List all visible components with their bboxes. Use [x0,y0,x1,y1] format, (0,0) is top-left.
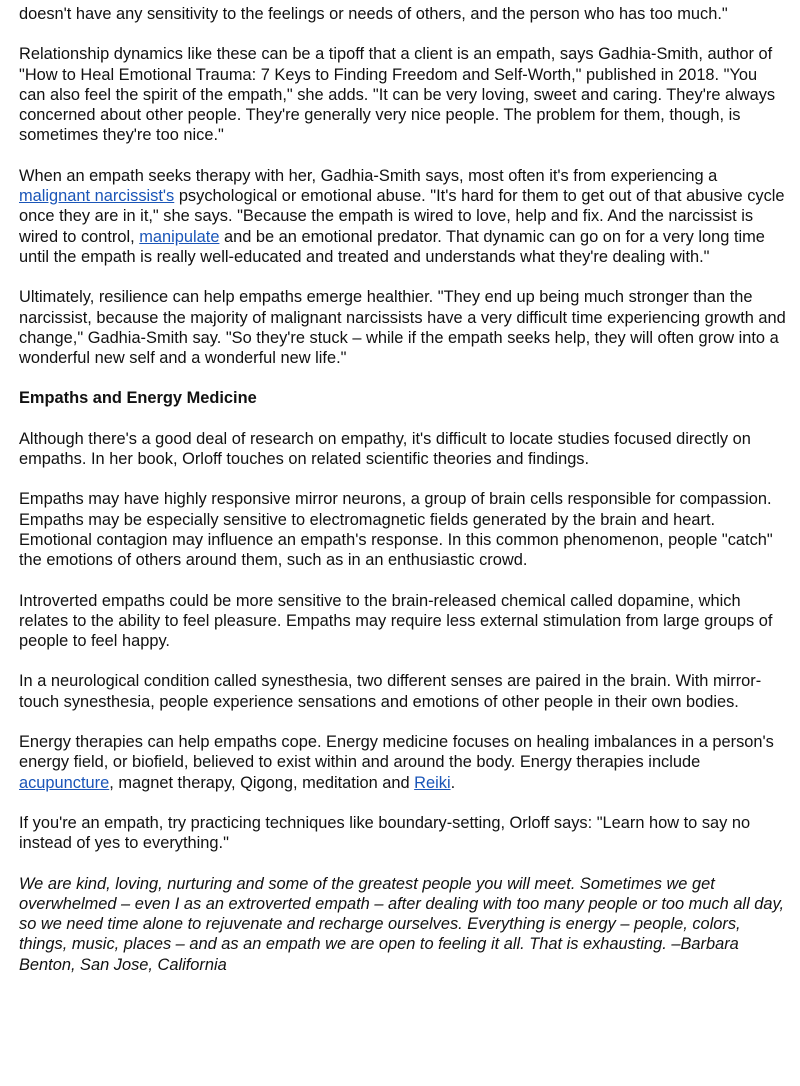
paragraph-therapy-text-c: and be an emotional predator. That dynamic can go on for a very long time until the empath is really well-educated and treated and understands what they're dealing with." [19,227,765,266]
paragraph-energy-text-b: , magnet therapy, Qigong, meditation and [109,773,415,792]
reader-quote: We are kind, loving, nurturing and some of the greatest people you will meet. Sometimes we get overwhelmed – even I as an extroverted empath – after dealing with too many people or too much all day, so we need time alone to rejuvenate and recharge ourselves. Everything is energy – people, colors, things, music, places – and as an empath we are open to feeling it all. That is exhausting. –Barbara Benton, San Jose, California [19,874,785,974]
link-reiki[interactable]: Reiki [414,773,451,792]
paragraph-therapy-text-b: psychological or emotional abuse. "It's hard for them to get out of that abusive cycle once they are in it," she says. "Because the empath is wired to love, help and fix. And the narcissist is wired to control, [19,187,785,246]
section-heading: Empaths and Energy Medicine [19,389,257,408]
paragraph-resilience: Ultimately, resilience can help empaths emerge healthier. "They end up being much stronger than the narcissist, because the majority of malignant narcissists have a very difficult time experiencing growth and change," Gadhia-Smith say. "So they're stuck – while if the empath seeks help, they will often grow into a wonderful new self and a wonderful new life." [19,288,786,368]
paragraph-energy-text-a: Energy therapies can help empaths cope. Energy medicine focuses on healing imbalances in a person's energy field, or biofield, believed to exist within and around the body. Energy therapies include [19,733,774,772]
paragraph-boundary-setting: If you're an empath, try practicing techniques like boundary-setting, Orloff says: "Learn how to say no instead of yes to everything." [19,813,751,853]
paragraph-therapy [19,166,786,267]
paragraph-mirror-neurons: Empaths may have highly responsive mirror neurons, a group of brain cells responsible for compassion. Empaths may be especially sensitive to electromagnetic fields generated by the brain and heart. Emotional contagion may influence an empath's response. In this common phenomenon, people "catch" the emotions of others around them, such as in an enthusiastic crowd. [19,490,773,570]
paragraph-energy-therapies [19,732,786,793]
paragraph-continuation: doesn't have any sensitivity to the feelings or needs of others, and the person who has too much." [19,5,728,23]
link-manipulate[interactable]: manipulate [139,227,220,246]
link-acupuncture[interactable]: acupuncture [19,773,110,792]
link-malignant-narcissists[interactable]: malignant narcissist's [19,187,175,206]
paragraph-therapy-text-a: When an empath seeks therapy with her, Gadhia-Smith says, most often it's from experiencing a [19,166,718,185]
paragraph-relationship-dynamics: Relationship dynamics like these can be a tipoff that a client is an empath, says Gadhia-Smith, author of "How to Heal Emotional Trauma: 7 Keys to Finding Freedom and Self-Worth," published in 2018. "You can also feel the spirit of the empath," she adds. "It can be very loving, sweet and caring. They're always concerned about other people. They're generally very nice people. The problem for them, though, is sometimes they're too nice." [19,45,776,145]
paragraph-dopamine: Introverted empaths could be more sensitive to the brain-released chemical called dopamine, which relates to the ability to feel pleasure. Empaths may require less external stimulation from large groups of people to feel happy. [19,591,773,651]
paragraph-energy-text-c: . [450,773,456,792]
paragraph-synesthesia: In a neurological condition called synesthesia, two different senses are paired in the brain. With mirror-touch synesthesia, people experience sensations and emotions of other people in their own bodies. [19,672,762,711]
paragraph-research: Although there's a good deal of research on empathy, it's difficult to locate studies focused directly on empaths. In her book, Orloff touches on related scientific theories and findings. [19,429,751,469]
